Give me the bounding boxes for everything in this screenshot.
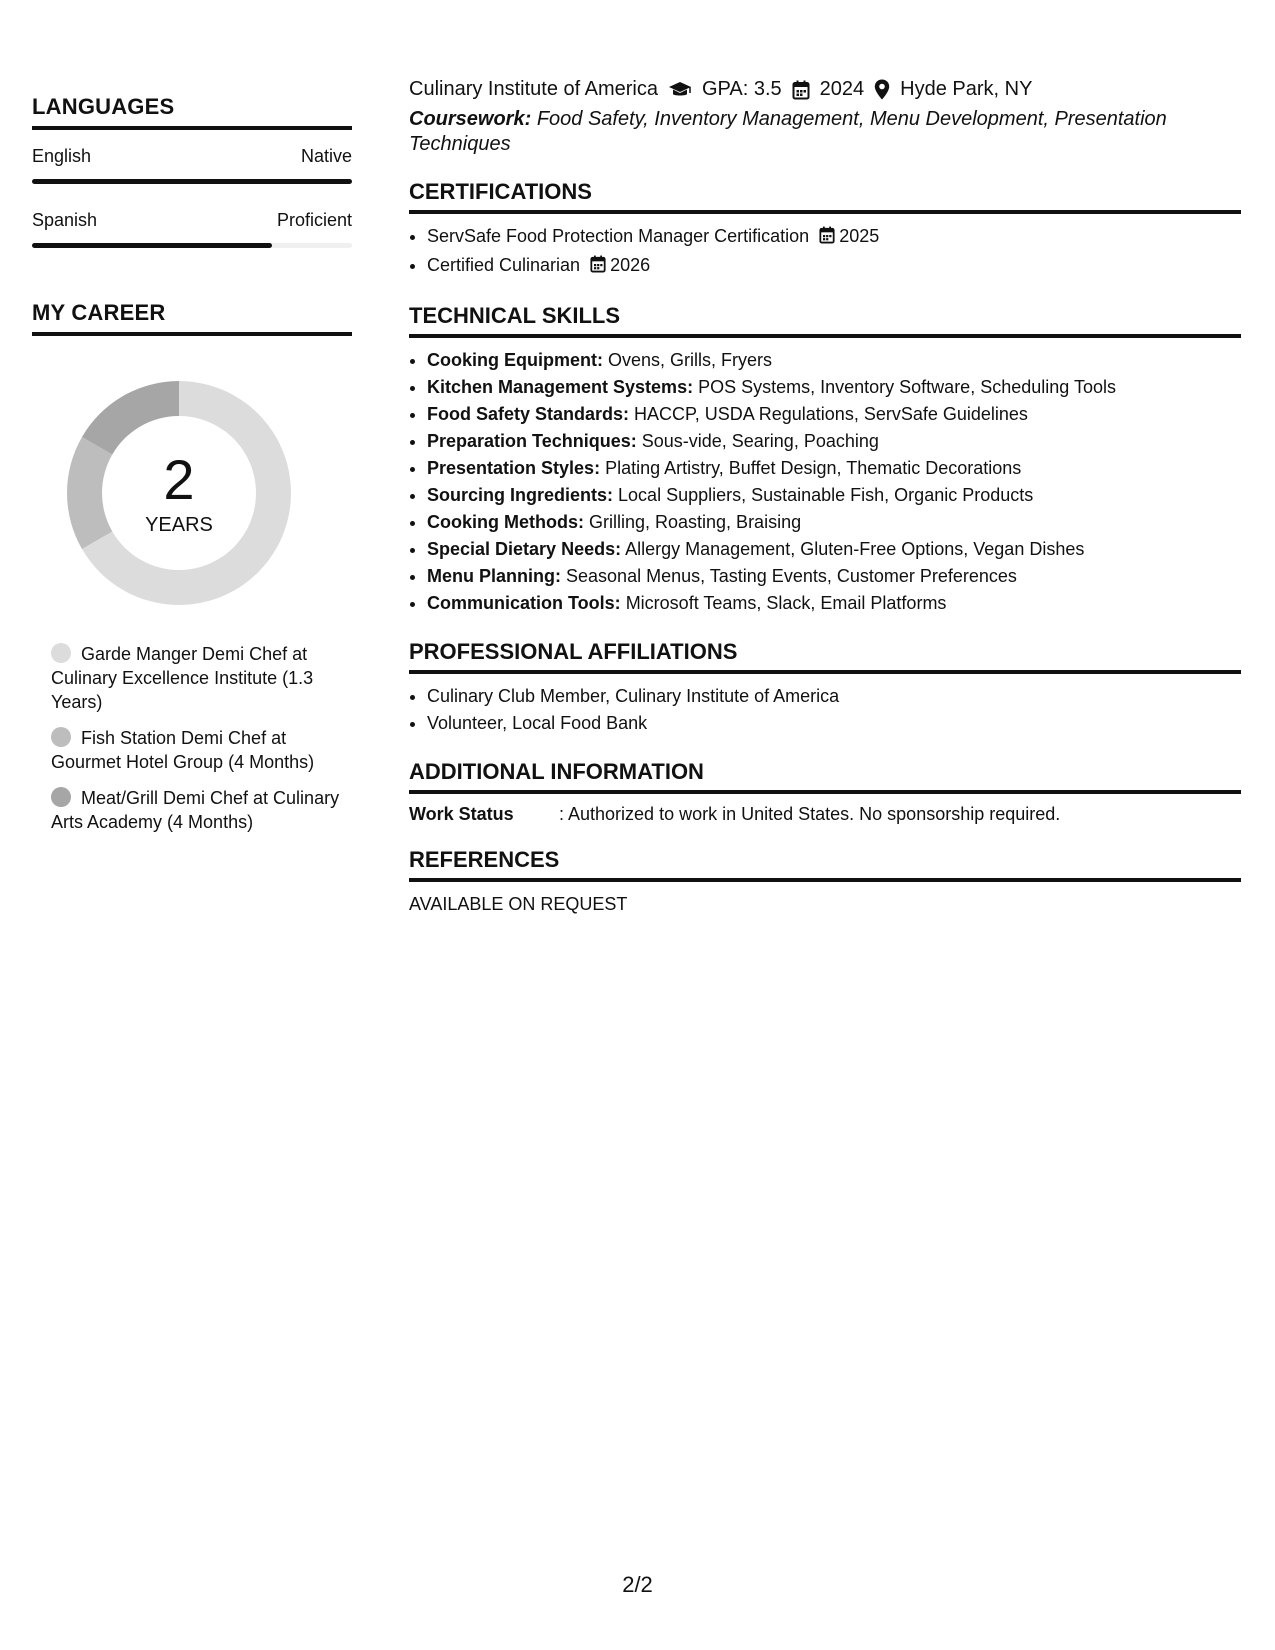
language-bar: [32, 243, 352, 248]
coursework-text: Food Safety, Inventory Management, Menu Development, Presentation Techniques: [409, 108, 1167, 155]
left-column: [32, 94, 352, 846]
legend-label: Garde Manger Demi Chef at Culinary Excellence Institute (1.3 Years): [51, 644, 314, 712]
certifications-section: [409, 179, 1241, 281]
skill-value: POS Systems, Inventory Software, Scheduling Tools: [698, 377, 1116, 397]
affiliations-title: PROFESSIONAL AFFILIATIONS: [409, 639, 1241, 674]
certification-item: [427, 223, 1241, 252]
skill-value: Seasonal Menus, Tasting Events, Customer Preferences: [566, 566, 1017, 586]
right-column: [409, 78, 1241, 915]
legend-label: Meat/Grill Demi Chef at Culinary Arts Academy (4 Months): [51, 788, 340, 832]
references-text: AVAILABLE ON REQUEST: [409, 894, 628, 914]
language-item: [32, 146, 352, 184]
career-total-number: 2: [163, 448, 195, 511]
work-status-key: Work Status: [409, 804, 514, 824]
skill-value: Allergy Management, Gluten-Free Options, Vegan Dishes: [625, 539, 1085, 559]
skill-item: [427, 509, 1241, 536]
calendar-icon: [590, 254, 606, 281]
education-gpa: GPA: 3.5: [702, 78, 782, 100]
skill-label: Presentation Styles:: [427, 458, 601, 478]
skill-item: [427, 590, 1241, 617]
language-name: Spanish: [32, 210, 98, 230]
donut-slice: [82, 381, 179, 455]
education-year: 2024: [819, 78, 865, 100]
map-pin-icon: [874, 79, 890, 100]
skill-label: Communication Tools:: [427, 593, 621, 613]
calendar-icon: [819, 225, 835, 252]
language-level: Native: [300, 146, 352, 166]
legend-dot-icon: [51, 787, 71, 807]
skill-item: [427, 428, 1241, 455]
additional-info-section: [409, 759, 1241, 825]
language-name: English: [32, 146, 92, 166]
education-line: [409, 78, 1241, 101]
affiliations-list: [409, 683, 1241, 737]
skill-value: Plating Artistry, Buffet Design, Thematic Decorations: [605, 458, 1022, 478]
additional-info-title: ADDITIONAL INFORMATION: [409, 759, 1241, 794]
skill-label: Cooking Methods:: [427, 512, 584, 532]
skill-item: [427, 536, 1241, 563]
legend-dot-icon: [51, 643, 71, 663]
language-item: [32, 210, 352, 248]
language-bar: [32, 179, 352, 184]
skill-item: [427, 482, 1241, 509]
skill-value: Grilling, Roasting, Braising: [589, 512, 802, 532]
work-status-row: [409, 804, 1241, 825]
affiliations-section: [409, 639, 1241, 737]
graduation-cap-icon: [668, 81, 692, 99]
affiliation-item: • Volunteer, Local Food Bank: [427, 710, 1241, 737]
certification-name: ServSafe Food Protection Manager Certification: [427, 226, 810, 246]
career-donut-chart: [66, 380, 292, 606]
language-bar-fill: [32, 243, 272, 248]
skill-label: Food Safety Standards:: [427, 404, 630, 424]
skill-value: Local Suppliers, Sustainable Fish, Organic Products: [618, 485, 1034, 505]
languages-list: [32, 146, 352, 248]
legend-label: Fish Station Demi Chef at Gourmet Hotel Group (4 Months): [51, 728, 315, 772]
skill-value: Microsoft Teams, Slack, Email Platforms: [625, 593, 947, 613]
skill-label: Kitchen Management Systems:: [427, 377, 694, 397]
skill-label: Preparation Techniques:: [427, 431, 637, 451]
career-title: MY CAREER: [32, 300, 352, 336]
skill-value: Sous-vide, Searing, Poaching: [641, 431, 879, 451]
certification-item: [427, 252, 1241, 281]
affiliation-item: • Culinary Club Member, Culinary Institute of America: [427, 683, 1241, 710]
skill-label: Menu Planning:: [427, 566, 561, 586]
certification-name: Certified Culinarian: [427, 255, 581, 275]
references-section: [409, 847, 1241, 915]
skill-item: [427, 347, 1241, 374]
skill-item: [427, 563, 1241, 590]
skill-value: Ovens, Grills, Fryers: [608, 350, 773, 370]
education-coursework: [409, 107, 1241, 157]
career-total-unit: YEARS: [145, 514, 213, 536]
calendar-icon: [792, 80, 810, 100]
certifications-list: [409, 223, 1241, 281]
legend-dot-icon: [51, 727, 71, 747]
page-number: 2/2: [622, 1572, 653, 1597]
skill-item: [427, 374, 1241, 401]
education-school: Culinary Institute of America: [409, 78, 658, 100]
technical-skills-section: [409, 303, 1241, 617]
work-status-value: : Authorized to work in United States. No sponsorship required.: [559, 804, 1061, 824]
skill-item: [427, 455, 1241, 482]
language-bar-fill: [32, 179, 352, 184]
skill-label: Cooking Equipment:: [427, 350, 603, 370]
references-title: REFERENCES: [409, 847, 1241, 882]
skill-label: Special Dietary Needs:: [427, 539, 622, 559]
career-legend: [51, 642, 341, 834]
technical-skills-list: [409, 347, 1241, 617]
skill-value: HACCP, USDA Regulations, ServSafe Guidelines: [634, 404, 1028, 424]
certification-year: 2025: [839, 226, 880, 246]
skill-label: Sourcing Ingredients:: [427, 485, 614, 505]
certifications-title: CERTIFICATIONS: [409, 179, 1241, 214]
legend-item: [51, 642, 341, 714]
education-location: Hyde Park, NY: [900, 78, 1033, 100]
technical-skills-title: TECHNICAL SKILLS: [409, 303, 1241, 338]
legend-item: [51, 786, 341, 834]
coursework-label: Coursework:: [409, 108, 532, 130]
legend-item: [51, 726, 341, 774]
skill-item: [427, 401, 1241, 428]
languages-title: LANGUAGES: [32, 94, 352, 130]
certification-year: 2026: [610, 255, 651, 275]
language-level: Proficient: [276, 210, 352, 230]
